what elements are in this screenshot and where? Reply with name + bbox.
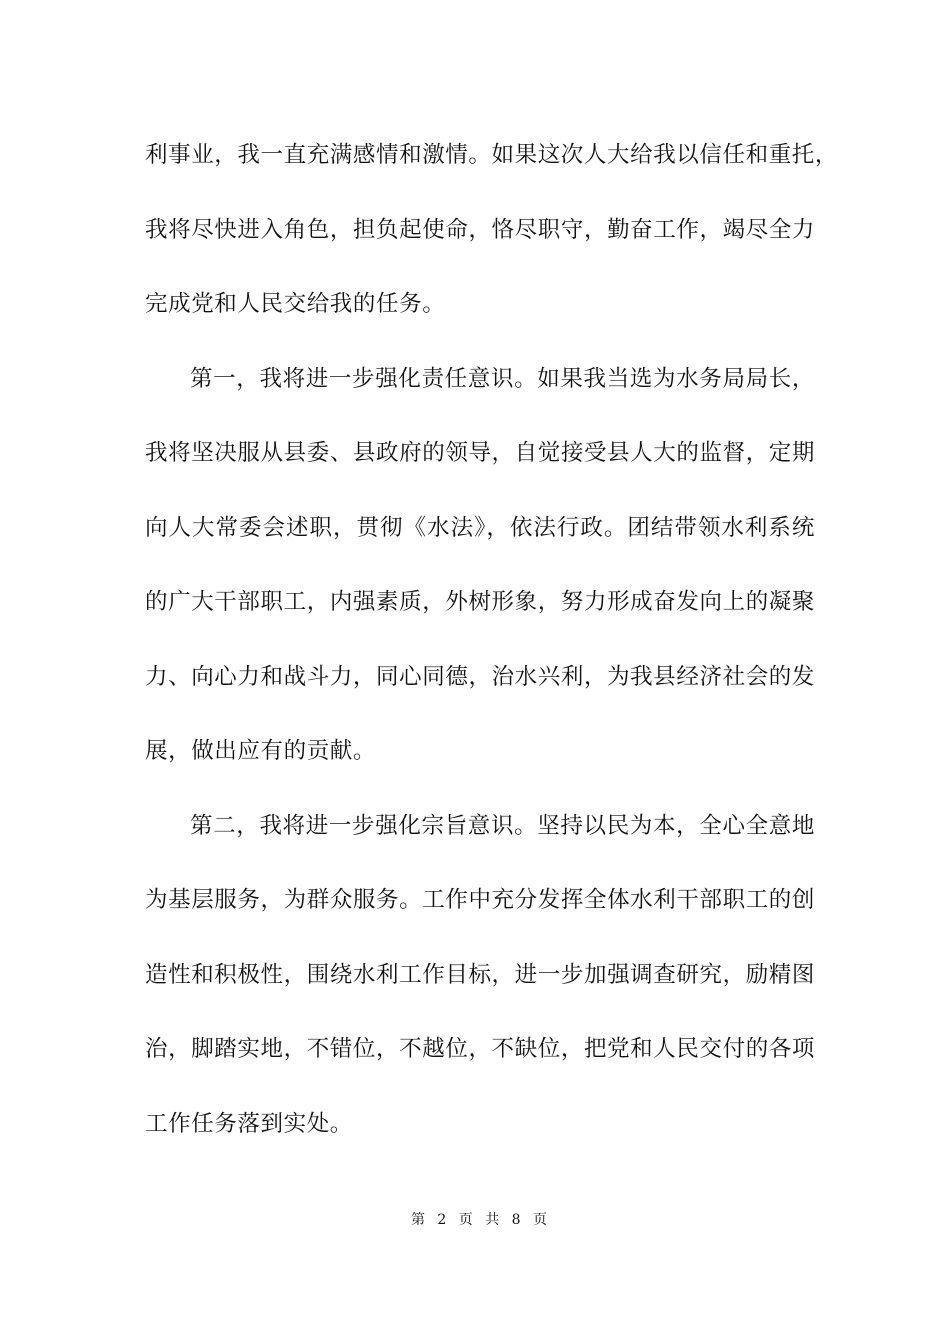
text-line: 的广大干部职工，内强素质，外树形象，努力形成奋发向上的凝聚 [145,589,815,615]
paragraph-first-line: 第二，我将进一步强化宗旨意识。坚持以民为本，全心全意地 [190,812,815,839]
text-line: 完成党和人民交给我的任务。 [145,291,446,317]
text-line: 力、向心力和战斗力，同心同德，治水兴利，为我县经济社会的发 [145,663,815,690]
page-number-footer: 第 2 页 共 8 页 [410,1212,552,1228]
text-line: 我将尽快进入角色，担负起使命，恪尽职守，勤奋工作，竭尽全力 [145,216,815,243]
text-line: 我将坚决服从县委、县政府的领导，自觉接受县人大的监督，定期 [145,440,815,466]
text-line: 造性和积极性，围绕水利工作目标，进一步加强调查研究，励精图 [145,961,815,988]
body-text [145,130,839,1173]
text-line: 向人大常委会述职，贯彻《水法》，依法行政。团结带领水利系统 [145,514,815,541]
text-line: 为基层服务，为群众服务。工作中充分发挥全体水利干部职工的创 [145,887,815,913]
text-line: 展，做出应有的贡献。 [145,738,377,764]
paragraph-first-line: 第一，我将进一步强化责任意识。如果我当选为水务局局长， [190,365,815,392]
text-line: 工作任务落到实处。 [145,1110,353,1137]
text-line: 治，脚踏实地，不错位，不越位，不缺位，把党和人民交付的各项 [145,1036,815,1062]
text-line: 利事业，我一直充满感情和激情。如果这次人大给我以信任和重托， [145,142,839,168]
